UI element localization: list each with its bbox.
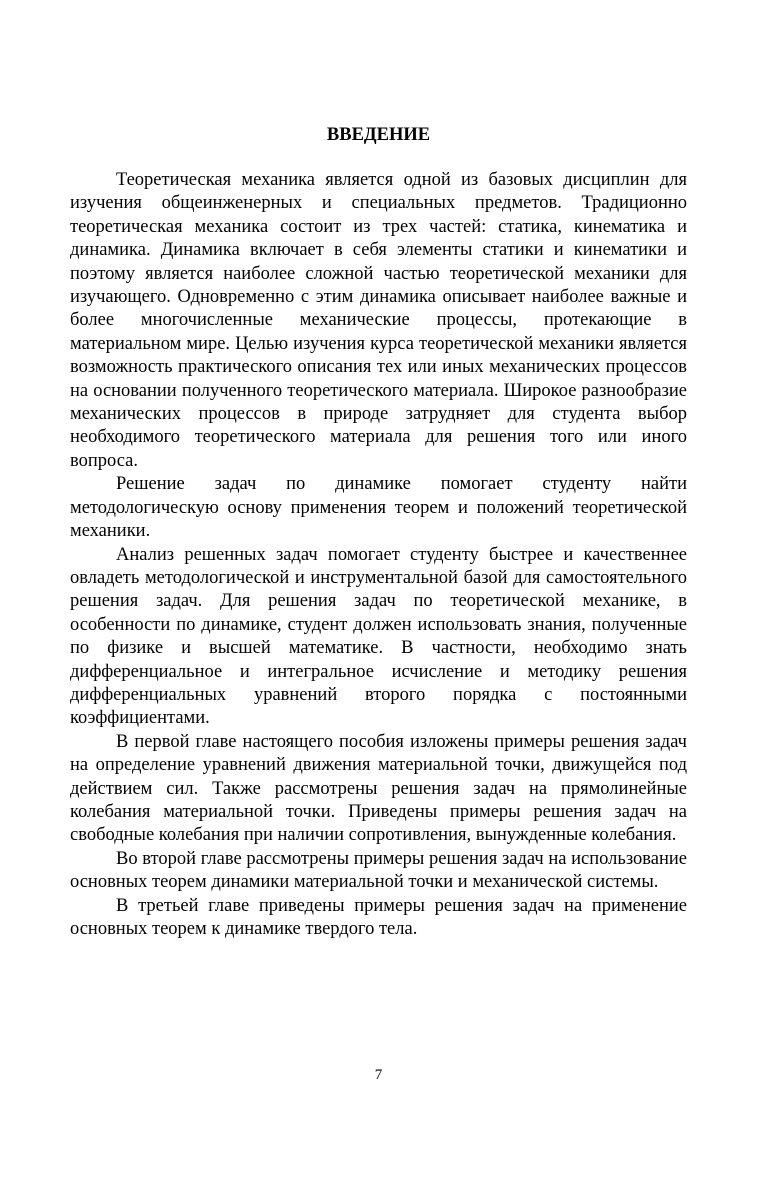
paragraph-1: Теоретическая механика является одной из базовых дисциплин для изучения общеинженерных и специальных предметов. Традиционно теоретическая механика состоит из трех частей: статика, кинематика и динамика. Динамика включает в себя элементы статики и кинематики и поэтому является наиболее сложной частью теоретической механики для изучающего. Одновременно с этим динамика описывает наиболее важные и более многочисленные механические процессы, протекающие в материальном мире. Целью изучения курса теоретической механики является возможность практического описания тех или иных механических процессов на основании полученного теоретического материала. Широкое разнообразие механических процессов в природе затрудняет для студента выбор необходимого теоретического материала для решения того или иного вопроса. (70, 170, 687, 471)
paragraph-3: Анализ решенных задач помогает студенту быстрее и качественнее овладеть методологической и инструментальной базой для самостоятельного решения задач. Для решения задач по теоретической механике, в особенности по динамике, студент должен использовать знания, полученные по физике и высшей математике. В частности, необходимо знать дифференциальное и интегральное исчисление и методику решения дифференциальных уравнений второго порядка с постоянными коэффициентами. (70, 544, 687, 729)
paragraph-6: В третьей главе приведены примеры решения задач на применение основных теорем к динамике твердого тела. (70, 895, 687, 939)
paragraph-4: В первой главе настоящего пособия изложены примеры решения задач на определение уравнений движения материальной точки, движущейся под действием сил. Также рассмотрены решения задач на прямолинейные колебания материальной точки. Приведены примеры решения задач на свободные колебания при наличии сопротивления, вынужденные колебания. (70, 731, 687, 846)
page-number: 7 (374, 1067, 383, 1083)
paragraph-5: Во второй главе рассмотрены примеры решения задач на использование основных теорем динамики материальной точки и механической системы. (70, 848, 687, 893)
body-text (70, 169, 687, 941)
chapter-title: ВВЕДЕНИЕ (326, 125, 431, 145)
paragraph-2: Решение задач по динамике помогает студенту найти методологическую основу применения теорем и положений теоретической механики. (70, 474, 687, 542)
